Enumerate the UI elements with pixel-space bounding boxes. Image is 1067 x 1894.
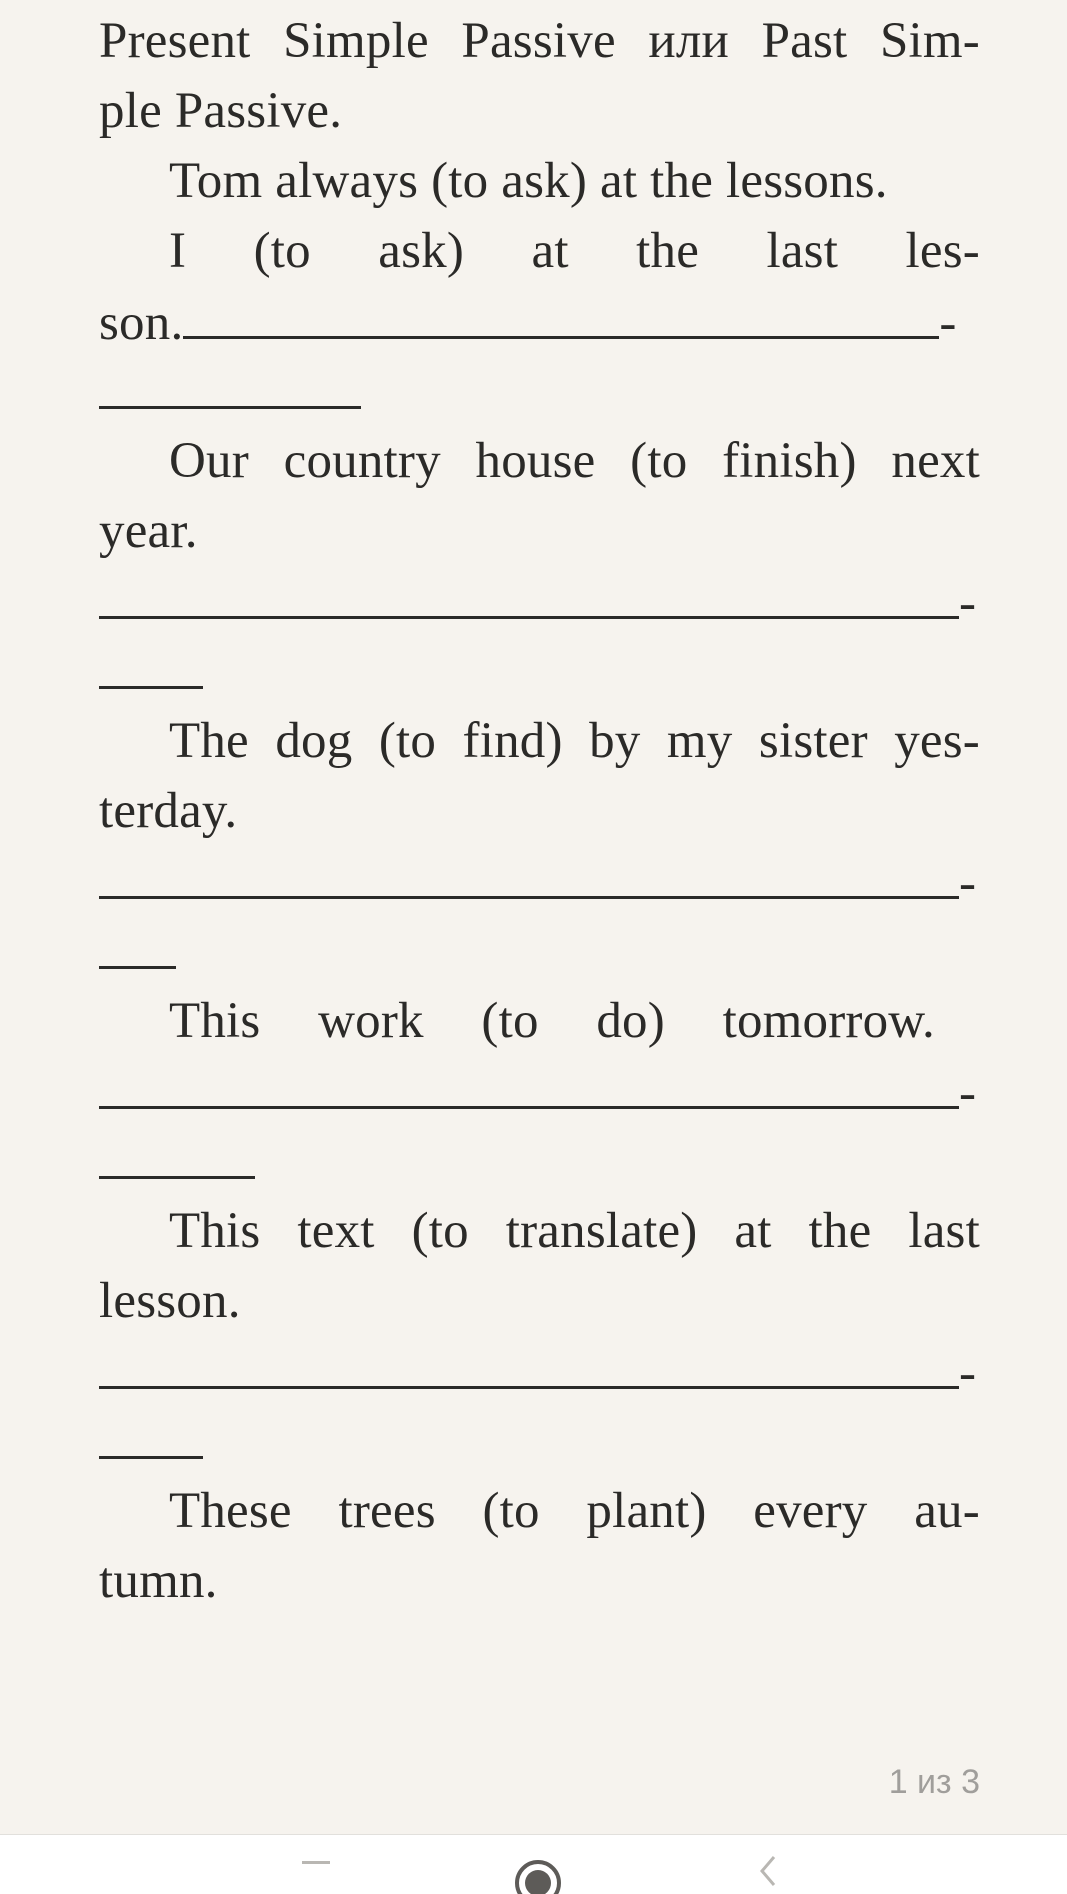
word: Our xyxy=(169,433,249,489)
word: work xyxy=(318,993,424,1049)
text-line xyxy=(99,1476,980,1546)
word: the xyxy=(808,1203,872,1259)
word: do) xyxy=(596,993,665,1049)
word: Present xyxy=(99,13,251,69)
answer-blank xyxy=(99,1336,959,1389)
text-line xyxy=(99,286,980,356)
word: au- xyxy=(914,1483,980,1539)
sentence: tumn. xyxy=(99,1553,218,1609)
word: (to xyxy=(378,713,437,769)
answer-blank xyxy=(99,1406,203,1459)
sentence: lesson. xyxy=(99,1273,241,1329)
hyphen: - xyxy=(939,295,957,351)
answer-blank xyxy=(99,636,203,689)
word: at xyxy=(531,223,569,279)
text-line xyxy=(99,1126,980,1196)
word: find) xyxy=(462,713,563,769)
word: ask) xyxy=(378,223,465,279)
text-line xyxy=(99,76,980,146)
text-line xyxy=(99,496,980,566)
word: country xyxy=(283,433,441,489)
hyphen: - xyxy=(959,1065,976,1121)
word: my xyxy=(666,713,733,769)
text-line xyxy=(99,776,980,846)
word: (to xyxy=(630,433,688,489)
word: last xyxy=(908,1203,980,1259)
word: every xyxy=(753,1483,868,1539)
text-line xyxy=(99,1266,980,1336)
word: last xyxy=(766,223,839,279)
word: (to xyxy=(482,1483,540,1539)
sentence: Tom always (to ask) at the lessons. xyxy=(169,153,888,209)
word: tomorrow. xyxy=(722,993,935,1049)
answer-blank xyxy=(99,1056,959,1109)
word: (to xyxy=(253,223,311,279)
text-line xyxy=(99,6,980,76)
back-button[interactable] xyxy=(700,1835,820,1894)
word: next xyxy=(891,433,980,489)
word: This xyxy=(169,993,261,1049)
word: trees xyxy=(338,1483,436,1539)
word: sister xyxy=(758,713,868,769)
home-button[interactable] xyxy=(478,1835,598,1894)
text-line xyxy=(99,146,980,216)
sentence: terday. xyxy=(99,783,238,839)
answer-blank xyxy=(99,356,361,409)
word: (to xyxy=(411,1203,469,1259)
answer-blank xyxy=(183,286,939,339)
word: Passive xyxy=(461,13,616,69)
word: les- xyxy=(905,223,980,279)
text-line xyxy=(99,356,980,426)
word: dog xyxy=(275,713,353,769)
text-line xyxy=(99,216,980,286)
hyphen: - xyxy=(959,855,976,911)
word: at xyxy=(734,1203,772,1259)
word: Sim- xyxy=(879,13,980,69)
answer-blank xyxy=(99,846,959,899)
back-icon xyxy=(700,1835,820,1894)
word: house xyxy=(475,433,596,489)
text-line xyxy=(99,1056,980,1126)
hyphen: - xyxy=(959,1345,976,1401)
text-line xyxy=(99,426,980,496)
text-line xyxy=(99,1196,980,1266)
answer-blank xyxy=(99,916,176,969)
word: the xyxy=(636,223,700,279)
hyphen: - xyxy=(959,575,976,631)
recents-icon xyxy=(256,1835,376,1894)
reader-page xyxy=(99,0,980,1760)
answer-blank xyxy=(99,1126,255,1179)
word: (to xyxy=(481,993,539,1049)
text-line xyxy=(99,1406,980,1476)
text-line xyxy=(99,566,980,636)
text-line xyxy=(99,706,980,776)
word: или xyxy=(648,13,729,69)
word: finish) xyxy=(722,433,857,489)
text-line xyxy=(99,1546,980,1616)
word: Simple xyxy=(283,13,429,69)
answer-blank xyxy=(99,566,959,619)
system-navigation-bar xyxy=(0,1834,1067,1894)
word: These xyxy=(169,1483,292,1539)
recents-button[interactable] xyxy=(256,1835,376,1894)
word: translate) xyxy=(505,1203,698,1259)
word: Past xyxy=(761,13,848,69)
text-line xyxy=(99,916,980,986)
word: plant) xyxy=(586,1483,707,1539)
word: This xyxy=(169,1203,261,1259)
word: text xyxy=(297,1203,375,1259)
sentence: son. xyxy=(99,295,184,351)
word: I xyxy=(169,223,187,279)
sentence: ple Passive. xyxy=(99,83,343,139)
home-icon xyxy=(478,1835,598,1894)
text-line xyxy=(99,846,980,916)
word: The xyxy=(169,713,249,769)
document-text xyxy=(99,6,980,1616)
text-line xyxy=(99,986,980,1056)
text-line xyxy=(99,636,980,706)
page-counter: 1 из 3 xyxy=(888,1763,980,1801)
sentence: year. xyxy=(99,503,198,559)
word: yes- xyxy=(894,713,980,769)
word: by xyxy=(589,713,641,769)
text-line xyxy=(99,1336,980,1406)
